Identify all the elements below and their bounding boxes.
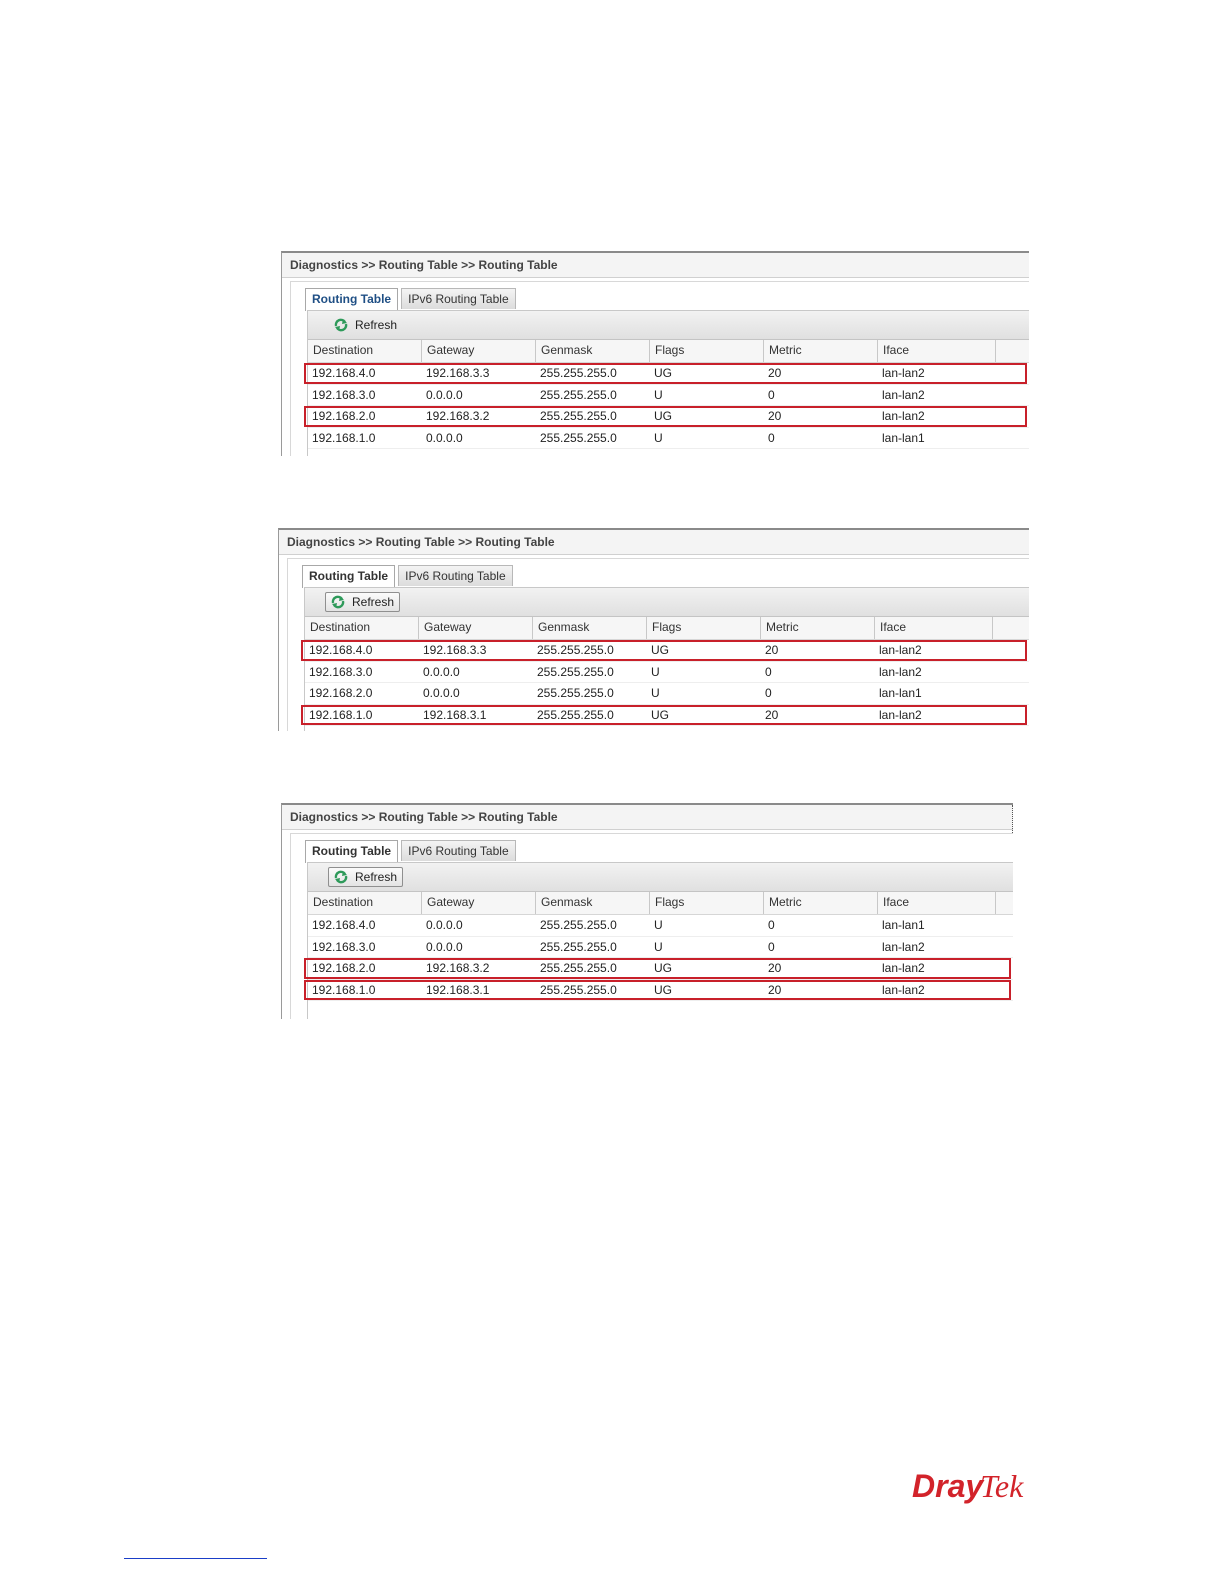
cell-metric: 0 (768, 939, 775, 954)
cell-iface: lan-lan1 (882, 430, 925, 445)
cell-destination: 192.168.4.0 (312, 918, 376, 932)
cell-destination: 192.168.1.0 (312, 982, 376, 997)
cell-iface: lan-lan2 (882, 939, 925, 954)
cell-gateway: 192.168.3.2 (426, 409, 490, 423)
tab-bar (305, 288, 519, 310)
cell-iface: lan-lan2 (882, 961, 925, 975)
cell-genmask: 255.255.255.0 (540, 366, 617, 380)
refresh-icon (330, 595, 346, 609)
cell-genmask: 255.255.255.0 (540, 430, 617, 445)
tab-bar (305, 840, 519, 862)
cell-destination: 192.168.2.0 (312, 961, 376, 975)
cell-iface: lan-lan2 (882, 366, 925, 380)
grid-toolbar (308, 863, 1013, 892)
cell-destination: 192.168.3.0 (312, 387, 376, 402)
cell-genmask: 255.255.255.0 (540, 409, 617, 423)
cell-flags: U (651, 686, 660, 700)
routing-table-panel-1 (281, 251, 1029, 456)
cell-gateway: 0.0.0.0 (426, 918, 463, 932)
col-iface[interactable]: Iface (878, 892, 996, 914)
cell-gateway: 192.168.3.2 (426, 961, 490, 975)
cell-flags: UG (651, 643, 669, 657)
cell-gateway: 192.168.3.3 (426, 366, 490, 380)
cell-flags: U (651, 664, 660, 679)
cell-genmask: 255.255.255.0 (537, 707, 614, 722)
table-row[interactable] (308, 406, 1029, 428)
table-row[interactable] (308, 363, 1029, 385)
col-gateway[interactable]: Gateway (419, 617, 533, 639)
refresh-button[interactable] (328, 315, 403, 335)
table-row[interactable] (308, 958, 1013, 980)
cell-iface: lan-lan1 (879, 686, 922, 700)
table-row[interactable] (308, 385, 1029, 407)
breadcrumb: Diagnostics >> Routing Table >> Routing Table (282, 253, 1029, 278)
cell-metric: 20 (768, 982, 782, 997)
cell-genmask: 255.255.255.0 (540, 918, 617, 932)
cell-gateway: 0.0.0.0 (426, 939, 463, 954)
cell-iface: lan-lan2 (879, 664, 922, 679)
cell-destination: 192.168.2.0 (312, 409, 376, 423)
cell-genmask: 255.255.255.0 (537, 643, 614, 657)
table-row[interactable] (305, 640, 1029, 662)
cell-flags: U (654, 430, 663, 445)
col-flags[interactable]: Flags (650, 340, 764, 362)
cell-genmask: 255.255.255.0 (540, 387, 617, 402)
cell-destination: 192.168.2.0 (309, 686, 373, 700)
tab-ipv6-routing-table[interactable]: IPv6 Routing Table (398, 565, 513, 586)
logo-part-dray: Dray (912, 1468, 984, 1504)
cell-flags: UG (654, 982, 672, 997)
col-destination[interactable]: Destination (308, 892, 422, 914)
cell-flags: U (654, 387, 663, 402)
tab-routing-table[interactable]: Routing Table (305, 288, 398, 311)
col-genmask[interactable]: Genmask (533, 617, 647, 639)
routing-grid (307, 310, 1029, 456)
cell-destination: 192.168.3.0 (309, 664, 373, 679)
cell-destination: 192.168.4.0 (312, 366, 376, 380)
cell-destination: 192.168.1.0 (309, 707, 373, 722)
tab-routing-table[interactable]: Routing Table (302, 565, 395, 588)
panel-content (287, 558, 1029, 731)
cell-iface: lan-lan1 (882, 918, 925, 932)
cell-metric: 20 (765, 707, 779, 722)
cell-metric: 20 (768, 366, 782, 380)
tab-routing-table[interactable]: Routing Table (305, 840, 398, 863)
cell-gateway: 192.168.3.1 (426, 982, 490, 997)
cell-gateway: 0.0.0.0 (426, 430, 463, 445)
col-destination[interactable]: Destination (308, 340, 422, 362)
grid-toolbar (308, 311, 1029, 340)
tab-bar (302, 565, 516, 587)
table-header (308, 340, 1029, 363)
footer-rule (124, 1558, 267, 1559)
cell-genmask: 255.255.255.0 (537, 686, 614, 700)
table-header (305, 617, 1029, 640)
cell-metric: 20 (768, 961, 782, 975)
routing-table-panel-3 (281, 803, 1013, 1019)
col-flags[interactable]: Flags (647, 617, 761, 639)
col-metric[interactable]: Metric (764, 892, 878, 914)
cell-genmask: 255.255.255.0 (540, 982, 617, 997)
col-iface[interactable]: Iface (878, 340, 996, 362)
cell-iface: lan-lan2 (882, 409, 925, 423)
col-iface[interactable]: Iface (875, 617, 993, 639)
cell-iface: lan-lan2 (879, 707, 922, 722)
col-flags[interactable]: Flags (650, 892, 764, 914)
refresh-icon (333, 318, 349, 332)
cell-metric: 20 (765, 643, 779, 657)
cell-destination: 192.168.3.0 (312, 939, 376, 954)
table-row[interactable] (308, 980, 1013, 1002)
cell-iface: lan-lan2 (882, 387, 925, 402)
cell-flags: U (654, 918, 663, 932)
cell-destination: 192.168.1.0 (312, 430, 376, 445)
col-gateway[interactable]: Gateway (422, 340, 536, 362)
cell-flags: UG (654, 961, 672, 975)
routing-grid (307, 862, 1013, 1019)
col-genmask[interactable]: Genmask (536, 892, 650, 914)
cell-gateway: 192.168.3.1 (423, 707, 487, 722)
col-metric[interactable]: Metric (761, 617, 875, 639)
refresh-button[interactable] (325, 592, 400, 612)
table-row[interactable] (308, 428, 1029, 450)
table-row[interactable] (305, 705, 1029, 727)
cell-genmask: 255.255.255.0 (537, 664, 614, 679)
routing-table-panel-2 (278, 528, 1029, 731)
refresh-label: Refresh (355, 869, 398, 884)
breadcrumb: Diagnostics >> Routing Table >> Routing Table (282, 805, 1013, 830)
col-metric[interactable]: Metric (764, 340, 878, 362)
col-genmask[interactable]: Genmask (536, 340, 650, 362)
cell-metric: 20 (768, 409, 782, 423)
table-row[interactable] (308, 937, 1013, 959)
cell-iface: lan-lan2 (882, 982, 925, 997)
cell-flags: U (654, 939, 663, 954)
grid-toolbar (305, 588, 1029, 617)
cell-metric: 0 (765, 664, 772, 679)
cell-gateway: 0.0.0.0 (423, 686, 460, 700)
routing-grid (304, 587, 1029, 731)
refresh-icon (333, 870, 349, 884)
cell-flags: UG (654, 366, 672, 380)
cell-gateway: 0.0.0.0 (426, 387, 463, 402)
refresh-label: Refresh (355, 317, 398, 332)
tab-ipv6-routing-table[interactable]: IPv6 Routing Table (401, 288, 516, 309)
cell-destination: 192.168.4.0 (309, 643, 373, 657)
col-gateway[interactable]: Gateway (422, 892, 536, 914)
table-row[interactable] (305, 683, 1029, 705)
cell-metric: 0 (768, 387, 775, 402)
panel-content (290, 833, 1013, 1019)
cell-metric: 0 (768, 430, 775, 445)
refresh-button[interactable] (328, 867, 403, 887)
cell-metric: 0 (765, 686, 772, 700)
col-destination[interactable]: Destination (305, 617, 419, 639)
panel-content (290, 281, 1029, 456)
cell-metric: 0 (768, 918, 775, 932)
draytek-logo (912, 1466, 1044, 1506)
cell-flags: UG (654, 409, 672, 423)
cell-flags: UG (651, 707, 669, 722)
cell-genmask: 255.255.255.0 (540, 939, 617, 954)
logo-part-tek: Tek (980, 1468, 1024, 1504)
table-row[interactable] (305, 662, 1029, 684)
cell-gateway: 0.0.0.0 (423, 664, 460, 679)
tab-ipv6-routing-table[interactable]: IPv6 Routing Table (401, 840, 516, 861)
table-header (308, 892, 1013, 915)
breadcrumb: Diagnostics >> Routing Table >> Routing Table (279, 530, 1029, 555)
cell-gateway: 192.168.3.3 (423, 643, 487, 657)
table-row[interactable] (308, 915, 1013, 937)
cell-genmask: 255.255.255.0 (540, 961, 617, 975)
cell-iface: lan-lan2 (879, 643, 922, 657)
refresh-label: Refresh (352, 594, 395, 609)
